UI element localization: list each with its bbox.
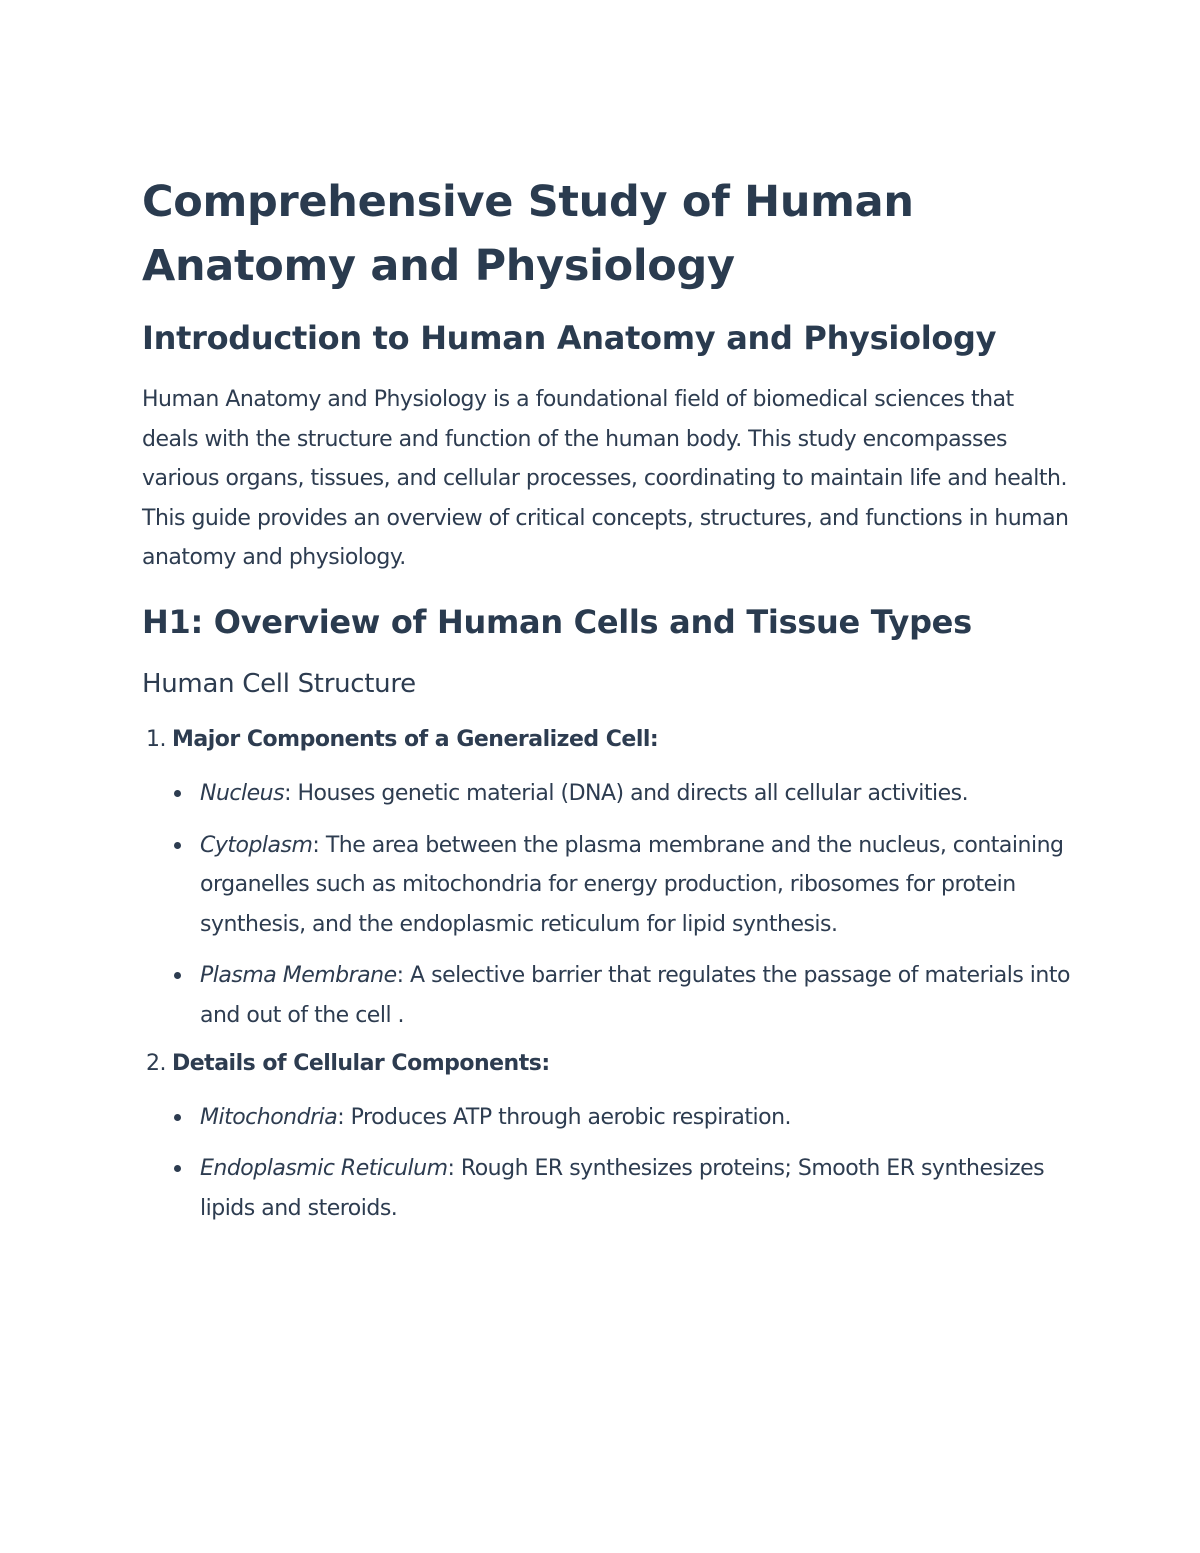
list-item-text: : The area between the plasma membrane and the nucleus, containing organelles such as mitochondria for energy production, ribosomes for protein synthesis, and the endoplasmic reticulum for lipid synthesis. xyxy=(200,832,1064,937)
list-item-term: Mitochondria xyxy=(200,1104,338,1130)
list-item-text: : Houses genetic material (DNA) and directs all cellular activities. xyxy=(284,780,969,806)
list-item xyxy=(200,774,1072,814)
list-item-term: Cytoplasm xyxy=(200,832,313,858)
list-item xyxy=(200,826,1072,945)
list-item-term: Plasma Membrane xyxy=(200,963,397,989)
bullet-icon xyxy=(174,1114,181,1121)
bullet-icon xyxy=(174,972,181,979)
intro-paragraph: Human Anatomy and Physiology is a foundational field of biomedical sciences that deals with the structure and function of the human body. This study encompasses various organs, tissues, and cellular processes, coordinating to maintain life and health. This guide provides an overview of critical concepts, structures, and functions in human anatomy and physiology. xyxy=(142,387,1069,571)
list-item xyxy=(200,1149,1072,1228)
component-list-2 xyxy=(142,1098,1072,1229)
numbered-item-number: 2. xyxy=(146,1050,166,1076)
list-item-text: : Produces ATP through aerobic respiration. xyxy=(337,1104,792,1130)
numbered-item-label: Details of Cellular Components: xyxy=(172,1050,550,1076)
list-item-text: : A selective barrier that regulates the passage of materials into and out of the cell . xyxy=(200,963,1070,1028)
list-item xyxy=(200,956,1072,1035)
bullet-icon xyxy=(174,1165,181,1172)
document-title xyxy=(142,170,1072,298)
numbered-item-1 xyxy=(146,724,1072,756)
bullet-icon xyxy=(174,842,181,849)
component-list-1 xyxy=(142,774,1072,1036)
list-item xyxy=(200,1098,1072,1138)
document-title-line-1: Comprehensive Study of Human xyxy=(142,177,914,227)
list-item-term: Nucleus xyxy=(200,780,285,806)
numbered-item-2 xyxy=(146,1048,1072,1080)
cell-structure-subheading: Human Cell Structure xyxy=(142,668,416,699)
document-title-line-2: Anatomy and Physiology xyxy=(142,241,735,291)
intro-heading: Introduction to Human Anatomy and Physiology xyxy=(142,319,997,357)
numbered-item-number: 1. xyxy=(146,726,166,752)
list-item-text: : Rough ER synthesizes proteins; Smooth ER synthesizes lipids and steroids. xyxy=(200,1156,1045,1221)
numbered-item-label: Major Components of a Generalized Cell: xyxy=(172,726,659,752)
document-page xyxy=(142,170,1072,1240)
h1-overview-heading: H1: Overview of Human Cells and Tissue Types xyxy=(142,602,972,641)
bullet-icon xyxy=(174,790,181,797)
list-item-term: Endoplasmic Reticulum xyxy=(200,1156,448,1182)
